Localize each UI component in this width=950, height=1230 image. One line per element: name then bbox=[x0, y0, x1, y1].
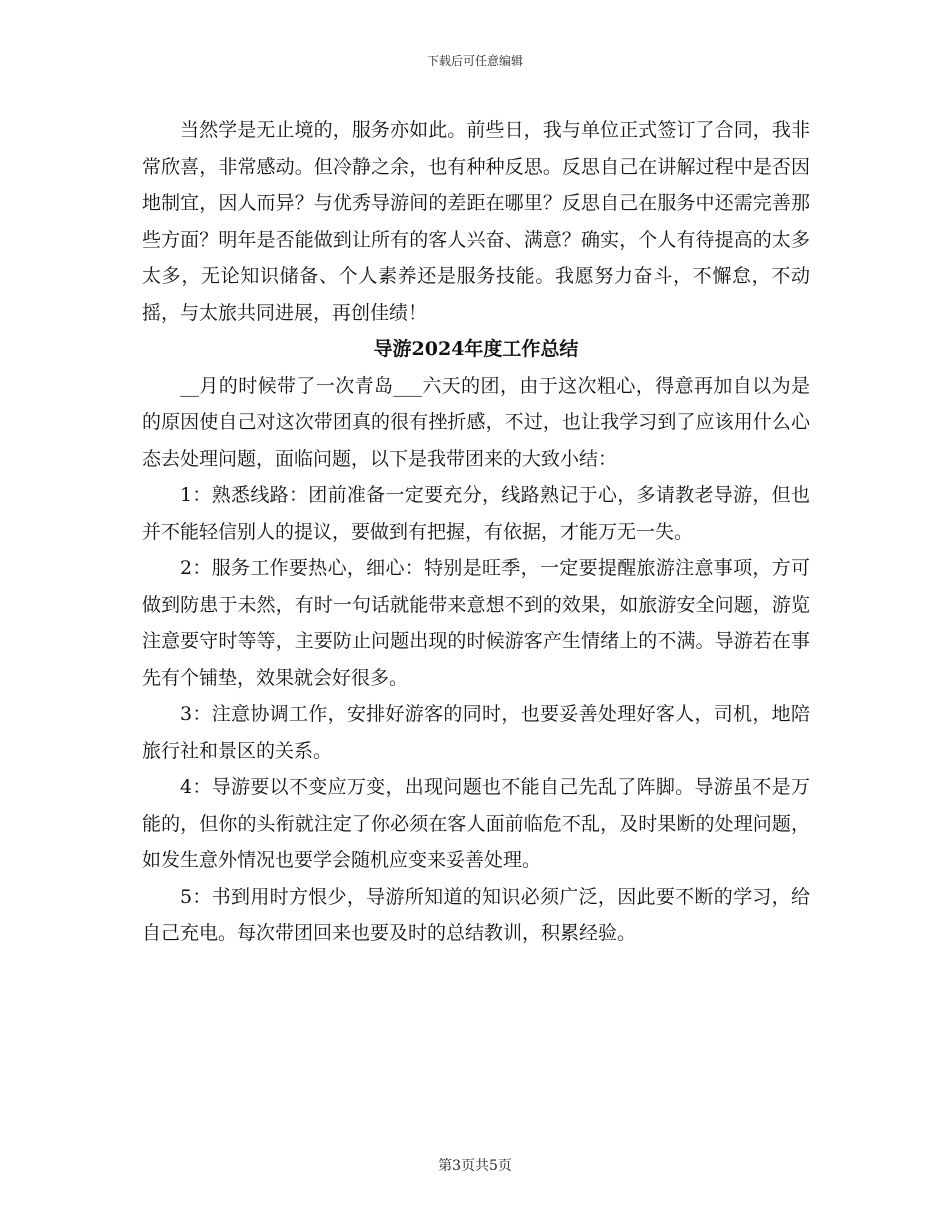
document-body bbox=[142, 112, 810, 952]
page-number-footer: 第3页共5页 bbox=[438, 1158, 512, 1174]
paragraph-intro-summary: __月的时候带了一次青岛___六天的团，由于这次粗心，得意再加自以为是的原因使自己对这次带团真的很有挫折感，不过，也让我学习到了应该用什么心态去处理问题，面临问题，以下是我带团来的大致小结： bbox=[142, 374, 810, 470]
document-title: 导游2024年度工作总结 bbox=[373, 338, 579, 360]
paragraph-point-2: 2：服务工作要热心，细心：特别是旺季，一定要提醒旅游注意事项，方可做到防患于未然，有时一句话就能带来意想不到的效果，如旅游安全问题，游览注意要守时等等，主要防止问题出现的时候游客产生情绪上的不满。导游若在事先有个铺垫，效果就会好很多。 bbox=[142, 557, 810, 689]
paragraph-point-4: 4：导游要以不变应万变，出现问题也不能自己先乱了阵脚。导游虽不是万能的，但你的头衔就注定了你必须在客人面前临危不乱，及时果断的处理问题，如发生意外情况也要学会随机应变来妥善处理。 bbox=[142, 776, 810, 871]
paragraph-point-5: 5：书到用时方恨少，导游所知道的知识必须广泛，因此要不断的学习，给自己充电。每次带团回来也要及时的总结教训，积累经验。 bbox=[142, 885, 810, 944]
page-header-note: 下载后可任意编辑 bbox=[426, 54, 523, 68]
intro-paragraph: 当然学是无止境的，服务亦如此。前些日，我与单位正式签订了合同，我非常欣喜，非常感动。但冷静之余，也有种种反思。反思自己在讲解过程中是否因地制宜，因人而异？与优秀导游间的差距在哪里？反思自己在服务中还需完善那些方面？明年是否能做到让所有的客人兴奋、满意？确实，个人有待提高的太多太多，无论知识储备、个人素养还是服务技能。我愿努力奋斗，不懈怠，不动摇，与太旅共同进展，再创佳绩！ bbox=[142, 119, 810, 324]
paragraph-point-3: 3：注意协调工作，安排好游客的同时，也要妥善处理好客人，司机，地陪旅行社和景区的关系。 bbox=[142, 703, 810, 762]
paragraph-point-1: 1：熟悉线路：团前准备一定要充分，线路熟记于心，多请教老导游，但也并不能轻信别人的提议，要做到有把握，有依据，才能万无一失。 bbox=[142, 484, 810, 543]
